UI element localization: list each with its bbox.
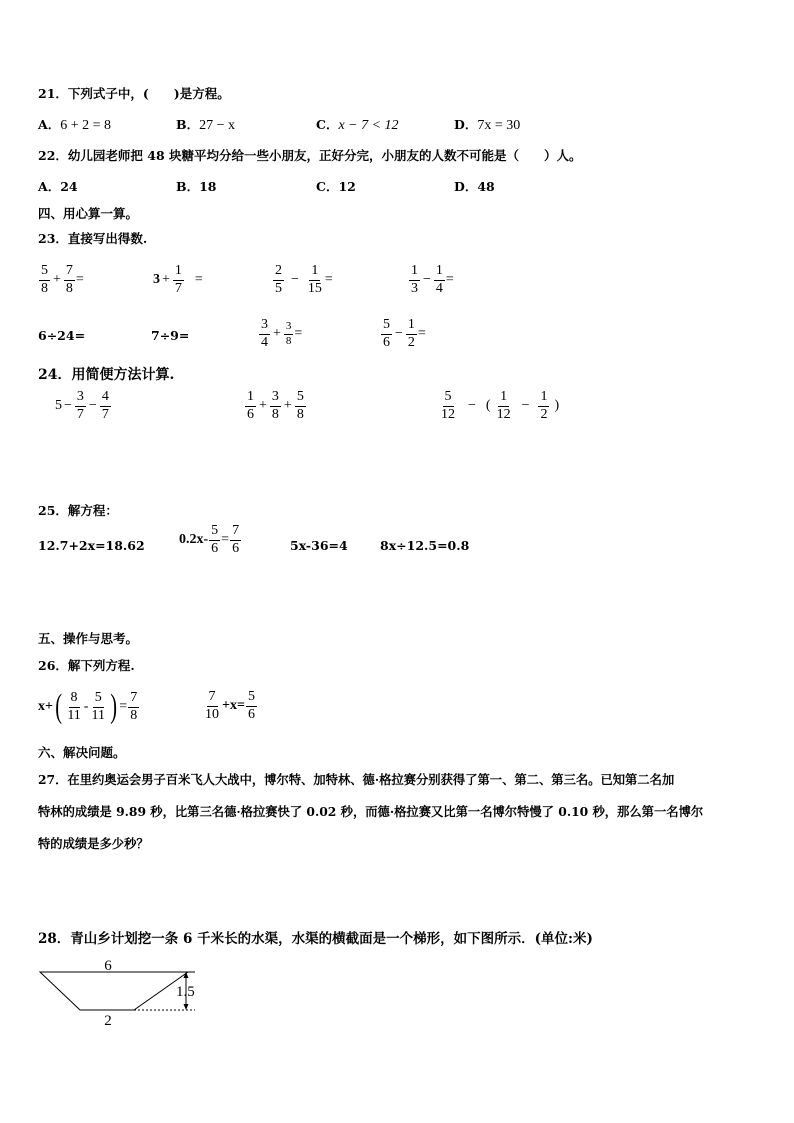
section-4-heading: 四、用心算一算。 xyxy=(38,206,139,221)
q25-eq-1: 12.7+2x=18.62 xyxy=(38,538,145,553)
section-6-heading: 六、解决问题。 xyxy=(38,745,126,760)
section-5-heading: 五、操作与思考。 xyxy=(38,631,139,646)
q25-eq-2: 0.2x- $\frac{5}{6}$ = $\frac{7}{6}$ xyxy=(179,523,240,556)
q23-expr-7: $\frac{3}{4}$ + $\frac{3}{8}$ = xyxy=(261,317,303,350)
trapezoid-shape xyxy=(40,972,188,1010)
q22-option-a[interactable]: A．24 xyxy=(38,179,78,194)
q23-expr-4: $\frac{1}{3}$ − $\frac{1}{4}$ = xyxy=(411,263,454,296)
bottom-length-label: 2 xyxy=(104,1013,112,1029)
q24-expr-1: 5 − $\frac{3}{7}$ − $\frac{4}{7}$ xyxy=(55,389,109,422)
question-24: 24．用简便方法计算. xyxy=(38,367,175,383)
q22-option-b[interactable]: B．18 xyxy=(176,179,217,194)
question-21: 21．下列式子中，( )是方程。 xyxy=(38,86,230,101)
height-arrow-down xyxy=(184,1004,189,1010)
q22-option-c[interactable]: C．12 xyxy=(316,179,356,194)
q21-option-c[interactable]: C．x − 7 < 12 xyxy=(316,117,399,133)
height-label: 1.5 xyxy=(176,984,195,1000)
q21-option-a[interactable]: A．6 + 2 = 8 xyxy=(38,117,111,133)
trapezoid-diagram xyxy=(30,952,230,1032)
q23-expr-2: 3 + $\frac{1}{7}$ = xyxy=(153,263,203,296)
question-22: 22．幼儿园老师把 48 块糖平均分给一些小朋友，正好分完，小朋友的人数不可能是（ ）人。 xyxy=(38,148,582,163)
question-27-line-1: 27．在里约奥运会男子百米飞人大战中，博尔特、加特林、德·格拉赛分别获得了第一、第二、第三名。已知第二名加 xyxy=(38,772,675,787)
q26-eq-1: x+ ( $\frac{8}{11}$ - $\frac{5}{11}$ ) = $\frac{7}{8}$ xyxy=(38,688,138,725)
q23-expr-5: 6÷24= xyxy=(38,328,86,343)
q24-expr-2: $\frac{1}{6}$ + $\frac{3}{8}$ + $\frac{5}{8}$ xyxy=(247,389,304,422)
q23-expr-3: $\frac{2}{5}$ − $\frac{1}{15}$ = xyxy=(275,263,333,296)
q23-expr-8: $\frac{5}{6}$ − $\frac{1}{2}$ = xyxy=(383,317,426,350)
q23-expr-6: 7÷9= xyxy=(151,328,190,343)
question-28: 28．青山乡计划挖一条 6 千米长的水渠，水渠的横截面是一个梯形，如下图所示．(单位:米) xyxy=(38,931,593,947)
q21-option-d[interactable]: D．7x = 30 xyxy=(454,117,521,133)
q22-option-d[interactable]: D．48 xyxy=(454,179,495,194)
q25-eq-3: 5x-36=4 xyxy=(290,538,348,553)
q25-eq-4: 8x÷12.5=0.8 xyxy=(380,538,470,553)
top-length-label: 6 xyxy=(104,958,112,974)
question-27-line-2: 特林的成绩是 9.89 秒，比第三名德·格拉赛快了 0.02 秒，而德·格拉赛又比第一名博尔特慢了 0.10 秒，那么第一名博尔 xyxy=(38,804,704,819)
q21-option-b[interactable]: B．27 − x xyxy=(176,117,235,133)
question-27-line-3: 特的成绩是多少秒？ xyxy=(38,836,149,851)
q23-expr-1: $\frac{5}{8}$ + $\frac{7}{8}$ = xyxy=(41,263,84,296)
question-25: 25．解方程： xyxy=(38,503,118,518)
question-23: 23．直接写出得数. xyxy=(38,231,148,246)
q24-expr-3: $\frac{5}{12}$ − ( $\frac{1}{12}$ − $\frac{1}{2}$ ) xyxy=(441,389,560,422)
question-26: 26．解下列方程. xyxy=(38,658,135,673)
q26-eq-2: $\frac{7}{10}$ +x= $\frac{5}{6}$ xyxy=(205,689,255,722)
